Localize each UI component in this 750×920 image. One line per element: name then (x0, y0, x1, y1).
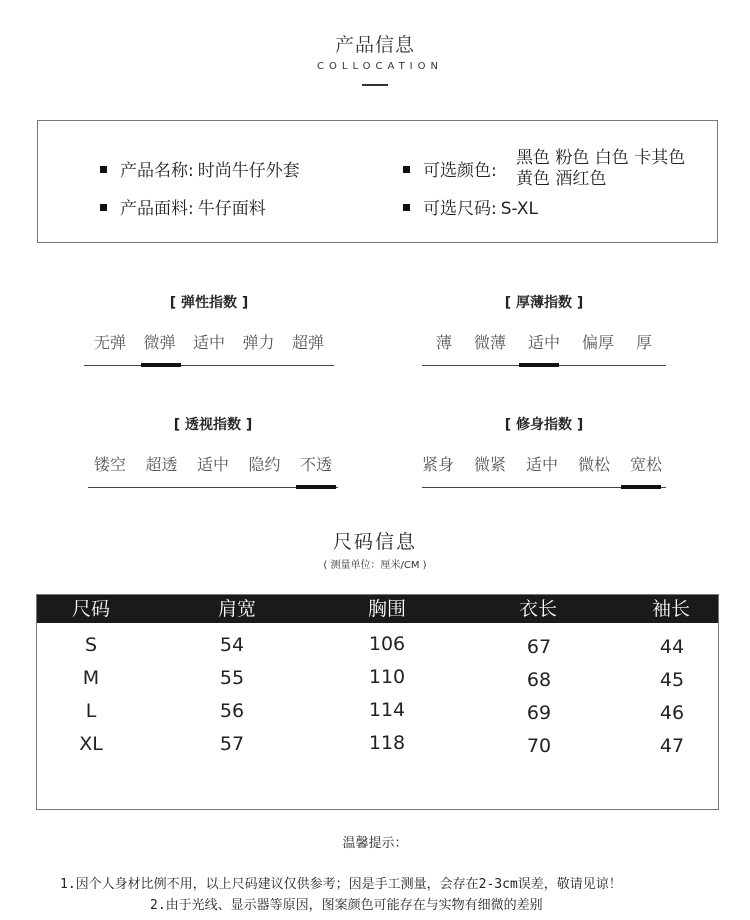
table-cell: 68 (526, 669, 552, 691)
page-title: 产品信息 (334, 34, 415, 56)
product-sizes-row (403, 194, 538, 219)
size-info-title: 尺码信息 (332, 531, 417, 553)
table-cell: XL (79, 733, 103, 755)
transparency-options (88, 452, 338, 475)
table-cell: 67 (526, 636, 552, 658)
elasticity-index-title: [ 弹性指数 ] (169, 295, 249, 311)
table-cell: 69 (526, 702, 552, 724)
fit-index-title: [ 修身指数 ] (504, 417, 584, 433)
header-length: 衣长 (518, 598, 557, 620)
elasticity-option: 适中 (192, 333, 225, 352)
header-shoulder: 肩宽 (217, 598, 256, 620)
table-cell: 70 (526, 735, 552, 757)
square-bullet-icon (403, 204, 410, 211)
tips-title: 温馨提示： (342, 836, 408, 851)
product-sizes-label: 可选尺码: (423, 199, 497, 219)
product-fabric-label: 产品面料: (120, 199, 194, 219)
table-cell: 54 (219, 634, 245, 656)
thickness-options (422, 330, 666, 353)
table-cell: 57 (219, 733, 245, 755)
product-name-label: 产品名称: (120, 161, 194, 181)
fit-options (422, 452, 666, 475)
table-cell: 114 (368, 699, 406, 721)
product-colors-label: 可选颜色: (423, 161, 497, 181)
product-name-value: 时尚牛仔外套 (197, 161, 300, 181)
table-cell: M (82, 667, 100, 689)
product-colors-row (403, 156, 497, 181)
title-divider (362, 84, 388, 86)
elasticity-option: 无弹 (94, 333, 127, 352)
table-cell: L (85, 700, 97, 722)
transparency-option: 隐约 (248, 455, 281, 474)
thickness-option: 薄 (436, 333, 453, 352)
fit-option: 微紧 (473, 455, 506, 474)
elasticity-scale-line (84, 365, 334, 366)
table-cell: 118 (368, 732, 406, 754)
header-size: 尺码 (71, 598, 110, 620)
table-cell: 110 (368, 666, 406, 688)
table-cell: 55 (219, 667, 245, 689)
thickness-option: 厚 (635, 333, 652, 352)
size-table-header (37, 595, 718, 623)
product-sizes-value: S-XL (500, 199, 538, 219)
thickness-index-title: [ 厚薄指数 ] (504, 295, 584, 311)
size-info-unit: ( 测量单位：厘米/CM ) (323, 560, 427, 571)
page-subtitle: COLLOCATION (317, 61, 443, 72)
elasticity-options (84, 330, 334, 353)
square-bullet-icon (100, 204, 107, 211)
product-info-box (37, 120, 718, 243)
thickness-option: 微薄 (473, 333, 506, 352)
fit-option: 适中 (525, 455, 558, 474)
transparency-option: 镂空 (94, 455, 127, 474)
header-chest: 胸围 (367, 598, 406, 620)
fit-option: 宽松 (629, 455, 662, 474)
table-cell: 47 (659, 735, 685, 757)
fit-option: 微松 (577, 455, 610, 474)
table-cell: 45 (659, 669, 685, 691)
table-cell: 56 (219, 700, 245, 722)
fit-option: 紧身 (422, 455, 455, 474)
elasticity-option: 微弹 (143, 333, 176, 352)
table-cell: S (84, 634, 98, 656)
size-table (36, 594, 719, 810)
colors-line-1: 黑色 粉色 白色 卡其色 (516, 148, 686, 168)
transparency-option: 不透 (299, 455, 332, 474)
elasticity-option: 弹力 (242, 333, 275, 352)
table-cell: 44 (659, 636, 685, 658)
header-sleeve: 袖长 (651, 598, 690, 620)
square-bullet-icon (403, 166, 410, 173)
transparency-selected-marker (296, 485, 336, 489)
table-cell: 106 (368, 633, 406, 655)
thickness-selected-marker (519, 363, 559, 367)
transparency-index-title: [ 透视指数 ] (173, 417, 253, 433)
square-bullet-icon (100, 166, 107, 173)
table-cell: 46 (659, 702, 685, 724)
elasticity-option: 超弹 (291, 333, 324, 352)
product-name-row (100, 156, 300, 181)
product-fabric-row (100, 194, 266, 219)
tip-note-2: 2.由于光线、显示器等原因，图案颜色可能存在与实物有细微的差别 (150, 898, 543, 913)
fit-selected-marker (621, 485, 661, 489)
thickness-option: 偏厚 (581, 333, 614, 352)
product-colors-value (516, 148, 716, 190)
thickness-option: 适中 (527, 333, 560, 352)
elasticity-selected-marker (141, 363, 181, 367)
transparency-option: 适中 (196, 455, 229, 474)
product-fabric-value: 牛仔面料 (197, 199, 266, 219)
colors-line-2: 黄色 酒红色 (516, 169, 607, 189)
transparency-option: 超透 (145, 455, 178, 474)
tip-note-1: 1.因个人身材比例不用，以上尺码建议仅供参考；因是手工测量，会存在2-3cm误差，敬请见谅！ (60, 877, 622, 892)
